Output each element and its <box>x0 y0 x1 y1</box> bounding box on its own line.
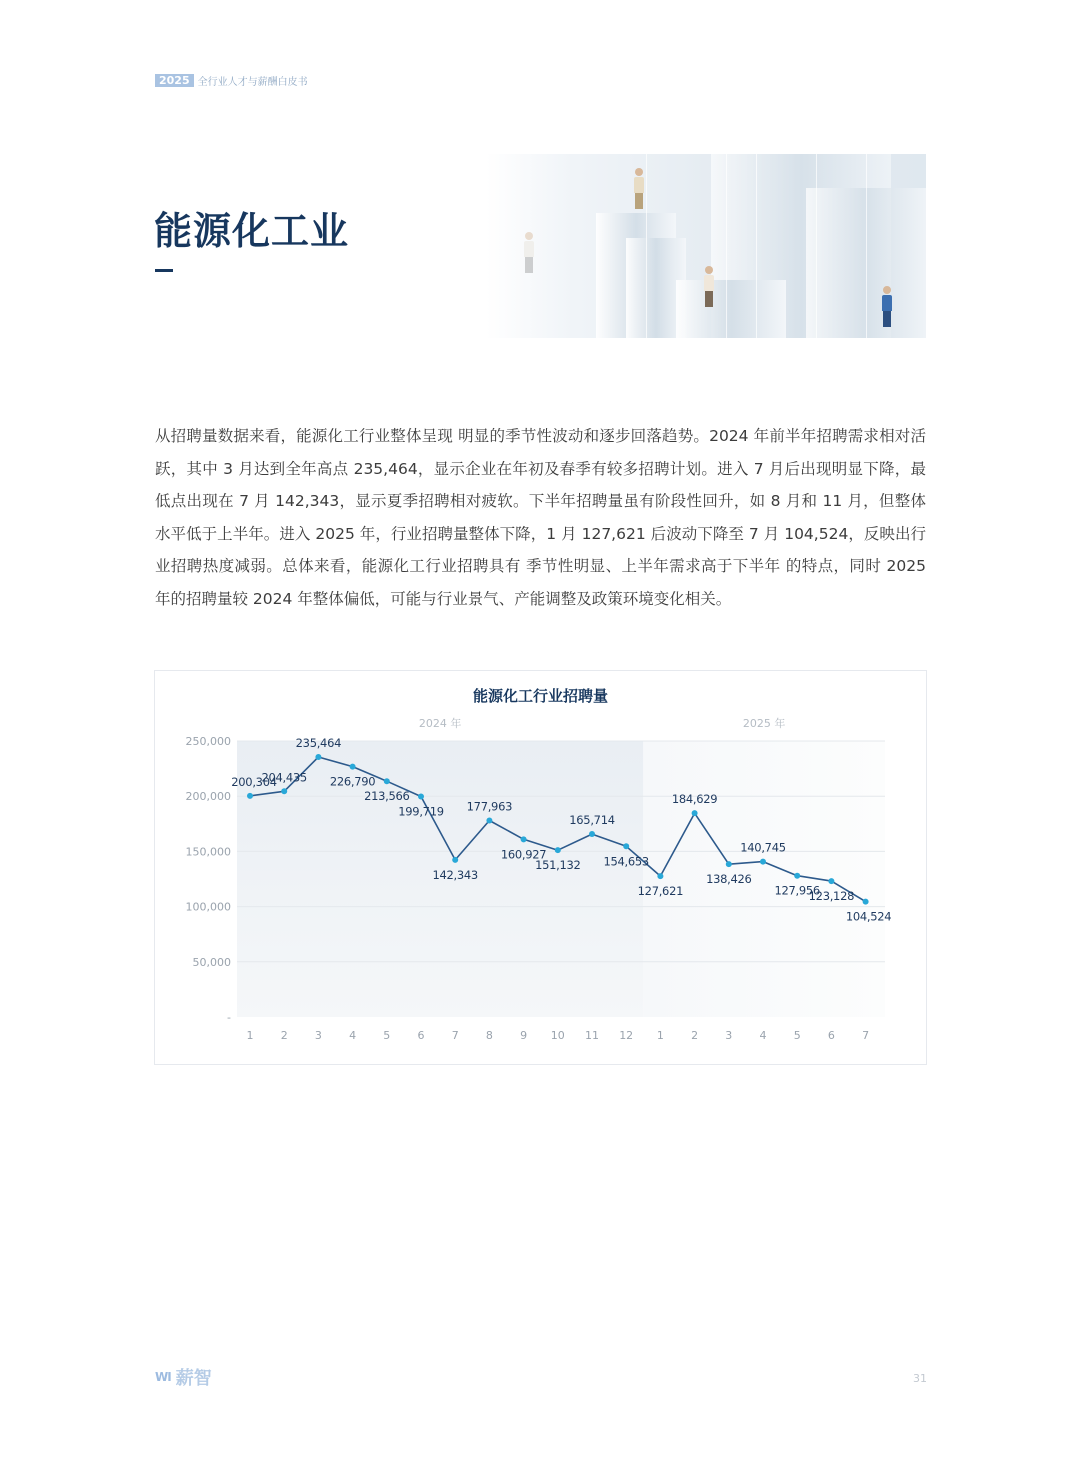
header-year-tag: 2025 <box>155 74 194 87</box>
x-tick-label: 7 <box>862 1029 870 1042</box>
x-tick-label: 1 <box>656 1029 664 1042</box>
figurine-3 <box>703 266 715 307</box>
x-tick-label: 11 <box>585 1029 599 1042</box>
data-point <box>794 873 800 879</box>
page-number: 31 <box>913 1372 927 1385</box>
data-point <box>521 836 527 842</box>
x-tick-label: 6 <box>827 1029 835 1042</box>
data-label: 199,719 <box>398 804 444 819</box>
data-label: 142,343 <box>432 867 478 882</box>
logo-text: 薪智 <box>175 1368 212 1389</box>
y-tick-label: 100,000 <box>185 900 231 914</box>
x-tick-label: 9 <box>520 1029 528 1042</box>
x-tick-label: 4 <box>349 1029 357 1042</box>
data-point <box>692 810 698 816</box>
data-label: 151,132 <box>535 858 581 873</box>
x-tick-label: 10 <box>550 1029 565 1042</box>
x-tick-label: 2 <box>280 1029 288 1042</box>
data-label: 104,524 <box>845 909 892 924</box>
data-point <box>623 843 629 849</box>
data-label: 154,653 <box>603 854 649 869</box>
figurine-2 <box>523 232 535 273</box>
data-label: 200,304 <box>231 774 277 789</box>
data-label: 140,745 <box>740 840 786 855</box>
y-tick-label: 50,000 <box>192 955 231 969</box>
figurine-4 <box>881 286 893 327</box>
data-label: 184,629 <box>671 792 718 807</box>
data-label: 123,128 <box>808 889 855 904</box>
x-tick-label: 3 <box>725 1029 733 1042</box>
y-tick-label: - <box>227 1011 231 1024</box>
data-label: 226,790 <box>329 774 376 789</box>
data-point <box>281 788 287 794</box>
data-label: 138,426 <box>706 872 752 887</box>
data-point <box>555 847 561 853</box>
data-point <box>452 857 458 863</box>
data-point <box>760 859 766 865</box>
data-point <box>589 831 595 837</box>
data-label: 160,927 <box>500 847 547 862</box>
period-label-2025: 2025 年 <box>742 717 786 730</box>
data-point <box>863 899 869 905</box>
period-band-2025 <box>643 741 885 1017</box>
y-tick-label: 150,000 <box>185 845 231 859</box>
chart-title: 能源化工行业招聘量 <box>472 687 608 705</box>
data-point <box>315 754 321 760</box>
page-title: 能源化工业 <box>154 208 350 253</box>
y-tick-label: 200,000 <box>185 790 231 804</box>
header-title: 全行业人才与薪酬白皮书 <box>197 77 308 88</box>
y-tick-label: 250,000 <box>185 735 231 748</box>
data-point <box>726 861 732 867</box>
chart-container <box>154 670 927 1065</box>
title-underline <box>155 269 173 272</box>
x-tick-label: 7 <box>451 1029 459 1042</box>
x-tick-label: 5 <box>383 1029 391 1042</box>
data-label: 127,956 <box>774 883 820 898</box>
body-paragraph: 从招聘量数据来看，能源化工行业整体呈现 明显的季节性波动和逐步回落趋势。2024 年前半年招聘需求相对活跃，其中 3 月达到全年高点 235,464，显示企业在年初及春季有较多招聘计划。进入 7 月后出现明显下降，最低点出现在 7 月 142,343，显示夏季招聘相对疲软。下半年招聘量虽有阶段性回升，如 8 月和 11 月，但整体水平低于上半年。进入 2025 年，行业招聘量整体下降，1 月 127,621 后波动下降至 7 月 104,524，反映出行业招聘热度减弱。总体来看，能源化工行业招聘具有 季节性明显、上半年需求高于下半年 的特点，同时 2025 年的招聘量较 2024 年整体偏低，可能与行业景气、产能调整及政策环境变化相关。 <box>155 427 926 608</box>
data-point <box>828 878 834 884</box>
data-label: 127,621 <box>637 884 684 899</box>
data-label: 204,435 <box>261 770 307 785</box>
footer-logo <box>155 1364 212 1390</box>
data-point <box>486 818 492 824</box>
x-tick-label: 12 <box>619 1029 634 1042</box>
data-label: 177,963 <box>466 799 513 814</box>
x-tick-label: 1 <box>246 1029 254 1042</box>
data-label: 165,714 <box>569 813 615 828</box>
data-point <box>247 793 253 799</box>
hero-image <box>486 154 926 338</box>
data-label: 213,566 <box>364 789 410 804</box>
recruitment-line-chart <box>155 671 926 1064</box>
page-header <box>155 73 308 88</box>
data-point <box>418 794 424 800</box>
data-label: 235,464 <box>295 736 342 751</box>
x-tick-label: 5 <box>793 1029 801 1042</box>
data-point <box>384 778 390 784</box>
x-tick-label: 6 <box>417 1029 425 1042</box>
x-tick-label: 2 <box>691 1029 699 1042</box>
x-tick-label: 8 <box>485 1029 493 1042</box>
x-tick-label: 4 <box>759 1029 767 1042</box>
data-point <box>350 764 356 770</box>
data-point <box>657 873 663 879</box>
figurine-1 <box>633 168 645 209</box>
logo-mark-icon: WI <box>155 1370 171 1384</box>
period-label-2024: 2024 年 <box>418 717 462 730</box>
x-tick-label: 3 <box>314 1029 322 1042</box>
